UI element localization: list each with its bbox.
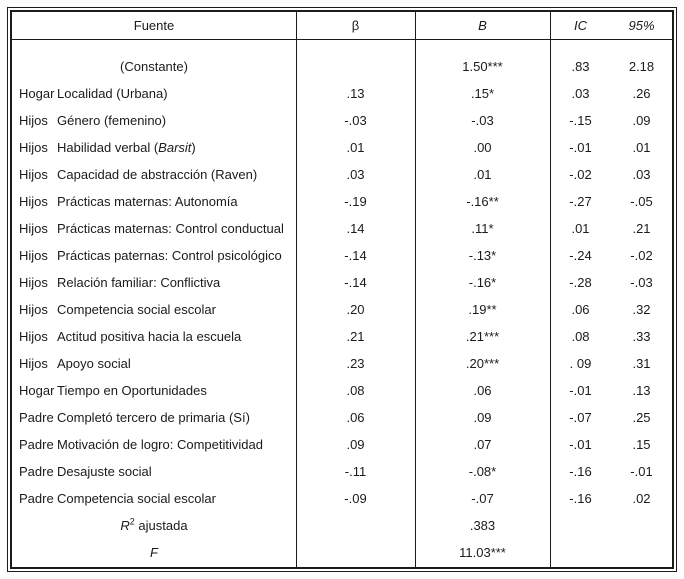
column-divider [550, 12, 551, 567]
label-segment: Localidad (Urbana) [57, 86, 168, 101]
regression-table [7, 7, 677, 572]
fuente-cell [12, 356, 296, 371]
ic-cell [550, 275, 672, 290]
ic-high-value: .32 [632, 302, 651, 317]
group-label: Hijos [19, 275, 48, 290]
beta-value: .08 [346, 383, 365, 398]
fuente-cell [12, 464, 296, 479]
table-row [12, 350, 672, 377]
variable-label [57, 302, 216, 317]
group-label: Hijos [19, 113, 48, 128]
table-header-row [12, 12, 672, 40]
fuente-cell [12, 167, 296, 182]
table-row [12, 539, 672, 566]
variable-label [57, 221, 284, 236]
ic-cell [550, 113, 672, 128]
label-segment: ) [191, 140, 196, 155]
header-ic-95 [550, 18, 672, 33]
fuente-cell [12, 518, 296, 533]
group-label: Hogar [19, 383, 55, 398]
table-row [12, 377, 672, 404]
beta-value: -.14 [344, 275, 367, 290]
table-row [12, 107, 672, 134]
ic-low-value: -.07 [569, 410, 592, 425]
beta-value: -.14 [344, 248, 367, 263]
group-label: Hogar [19, 86, 55, 101]
table-row [12, 53, 672, 80]
table-row [12, 134, 672, 161]
ic-cell [550, 140, 672, 155]
ic-cell [550, 464, 672, 479]
header-beta: β [351, 18, 360, 33]
b-value: .00 [473, 140, 492, 155]
ic-low-value: -.01 [569, 383, 592, 398]
ic-high-value: .33 [632, 329, 651, 344]
group-label: Hijos [19, 329, 48, 344]
table-row [12, 242, 672, 269]
variable-label [57, 410, 250, 425]
ic-cell [550, 59, 672, 74]
ic-cell [550, 167, 672, 182]
ic-low-value: -.01 [569, 437, 592, 452]
ic-high-value: -.03 [630, 275, 653, 290]
b-value: .383 [469, 518, 496, 533]
group-label: Padre [19, 437, 54, 452]
ic-low-value: .01 [571, 221, 590, 236]
label-segment: Capacidad de abstracción (Raven) [57, 167, 258, 182]
table-row [12, 404, 672, 431]
ic-cell [550, 194, 672, 209]
fuente-cell [12, 248, 296, 263]
ic-high-value: .15 [632, 437, 651, 452]
ic-low-value: .83 [571, 59, 590, 74]
ic-cell [550, 437, 672, 452]
b-value: .15* [470, 86, 495, 101]
ic-high-value: 2.18 [628, 59, 655, 74]
beta-value: -.11 [344, 464, 367, 479]
group-label: Hijos [19, 356, 48, 371]
fuente-cell [12, 410, 296, 425]
label-segment: Relación familiar: Conflictiva [57, 275, 221, 290]
ic-low-value: -.02 [569, 167, 592, 182]
ic-high-value: .25 [632, 410, 651, 425]
b-value: -.16* [468, 275, 497, 290]
b-value: .19** [468, 302, 497, 317]
b-value: .01 [473, 167, 492, 182]
fuente-cell [12, 275, 296, 290]
variable-label [57, 113, 166, 128]
ic-cell [550, 248, 672, 263]
ic-high-value: .13 [632, 383, 651, 398]
group-label: Hijos [19, 194, 48, 209]
ic-high-value: .02 [632, 491, 651, 506]
label-segment: Prácticas maternas: Control conductual [57, 221, 284, 236]
beta-value: -.19 [344, 194, 367, 209]
ic-high-value: .01 [632, 140, 651, 155]
fuente-cell [12, 545, 296, 560]
beta-value: -.03 [344, 113, 367, 128]
fuente-cell [12, 329, 296, 344]
ic-cell [550, 491, 672, 506]
ic-high-value: -.05 [630, 194, 653, 209]
fuente-cell [12, 437, 296, 452]
label-segment: Competencia social escolar [57, 302, 216, 317]
table-body [12, 40, 672, 566]
label-segment: Tiempo en Oportunidades [57, 383, 207, 398]
ic-cell [550, 302, 672, 317]
label-segment: Competencia social escolar [57, 491, 216, 506]
label-segment: Desajuste social [57, 464, 152, 479]
beta-value: .23 [346, 356, 365, 371]
variable-label [57, 383, 207, 398]
group-label: Hijos [19, 248, 48, 263]
ic-low-value: -.15 [569, 113, 592, 128]
b-value: 11.03*** [459, 545, 506, 560]
ic-high-value: .03 [632, 167, 651, 182]
fuente-cell [12, 383, 296, 398]
group-label: Padre [19, 410, 54, 425]
ic-cell [550, 86, 672, 101]
group-label: Hijos [19, 167, 48, 182]
header-b: B [478, 18, 487, 33]
beta-value: .03 [346, 167, 365, 182]
ic-cell [550, 329, 672, 344]
ic-low-value: .06 [571, 302, 590, 317]
table-row [12, 80, 672, 107]
variable-label [57, 464, 152, 479]
b-value: .07 [473, 437, 492, 452]
ic-cell [550, 356, 672, 371]
label-segment: Habilidad verbal ( [57, 140, 159, 155]
table-row [12, 512, 672, 539]
ic-high-value: -.01 [630, 464, 653, 479]
fuente-cell [12, 140, 296, 155]
ic-high-value: .26 [632, 86, 651, 101]
label-segment: Actitud positiva hacia la escuela [57, 329, 242, 344]
table-row [12, 458, 672, 485]
variable-label [57, 356, 131, 371]
fuente-cell [12, 86, 296, 101]
header-fuente: Fuente [133, 18, 175, 33]
beta-value: .01 [346, 140, 365, 155]
fuente-cell [12, 194, 296, 209]
beta-value: .20 [346, 302, 365, 317]
table-row [12, 215, 672, 242]
variable-label [150, 545, 158, 560]
b-value: -.07 [471, 491, 494, 506]
b-value: .21*** [465, 329, 500, 344]
fuente-cell [12, 113, 296, 128]
b-value: -.03 [471, 113, 494, 128]
label-segment: ajustada [134, 518, 188, 533]
header-ic-label: IC [574, 18, 587, 33]
group-label: Hijos [19, 302, 48, 317]
label-segment: Motivación de logro: Competitividad [57, 437, 263, 452]
ic-low-value: . 09 [569, 356, 592, 371]
label-segment: F [150, 545, 158, 560]
b-value: .11* [471, 221, 494, 236]
variable-label [57, 140, 196, 155]
label-segment: Prácticas paternas: Control psicológico [57, 248, 282, 263]
variable-label [57, 86, 168, 101]
variable-label [120, 518, 187, 533]
beta-value: .06 [346, 410, 365, 425]
b-value: -.16** [466, 194, 499, 209]
ic-cell [550, 383, 672, 398]
header-95-label: 95% [628, 18, 655, 33]
label-segment: Prácticas maternas: Autonomía [57, 194, 238, 209]
ic-high-value: .31 [632, 356, 651, 371]
ic-low-value: -.16 [569, 491, 592, 506]
group-label: Padre [19, 464, 54, 479]
b-value: -.13* [468, 248, 497, 263]
table-row [12, 485, 672, 512]
variable-label [57, 275, 220, 290]
table-row [12, 161, 672, 188]
variable-label [57, 194, 238, 209]
ic-low-value: -.24 [569, 248, 592, 263]
label-segment: (Constante) [120, 59, 188, 74]
ic-high-value: .21 [632, 221, 651, 236]
variable-label [57, 437, 263, 452]
ic-high-value: -.02 [630, 248, 653, 263]
variable-label [120, 59, 188, 74]
label-segment: Género (femenino) [57, 113, 167, 128]
variable-label [57, 167, 257, 182]
column-divider [415, 12, 416, 567]
ic-low-value: -.01 [569, 140, 592, 155]
group-label: Hijos [19, 140, 48, 155]
beta-value: .13 [346, 86, 365, 101]
beta-value: .21 [346, 329, 365, 344]
label-segment: Barsit [158, 140, 192, 155]
ic-cell [550, 221, 672, 236]
table-row [12, 431, 672, 458]
ic-high-value: .09 [632, 113, 651, 128]
table-row [12, 269, 672, 296]
beta-value: .14 [346, 221, 365, 236]
b-value: .20*** [465, 356, 500, 371]
fuente-cell [12, 59, 296, 74]
ic-low-value: .03 [571, 86, 590, 101]
column-divider [296, 12, 297, 567]
ic-low-value: -.28 [569, 275, 592, 290]
b-value: .09 [473, 410, 492, 425]
b-value: 1.50*** [462, 59, 503, 74]
ic-low-value: -.16 [569, 464, 592, 479]
table-inner-border [10, 10, 674, 569]
label-segment: Apoyo social [57, 356, 131, 371]
label-segment: R [120, 518, 130, 533]
group-label: Padre [19, 491, 54, 506]
fuente-cell [12, 491, 296, 506]
group-label: Hijos [19, 221, 48, 236]
label-segment: Completó tercero de primaria (Sí) [57, 410, 250, 425]
beta-value: .09 [346, 437, 365, 452]
label-segment: 2 [129, 516, 135, 527]
ic-low-value: -.27 [569, 194, 592, 209]
variable-label [57, 329, 241, 344]
beta-value: -.09 [344, 491, 367, 506]
fuente-cell [12, 302, 296, 317]
b-value: .06 [473, 383, 492, 398]
table-row [12, 188, 672, 215]
fuente-cell [12, 221, 296, 236]
variable-label [57, 248, 282, 263]
variable-label [57, 491, 216, 506]
table-row [12, 296, 672, 323]
ic-low-value: .08 [571, 329, 590, 344]
table-row [12, 323, 672, 350]
ic-cell [550, 410, 672, 425]
b-value: -.08* [468, 464, 497, 479]
